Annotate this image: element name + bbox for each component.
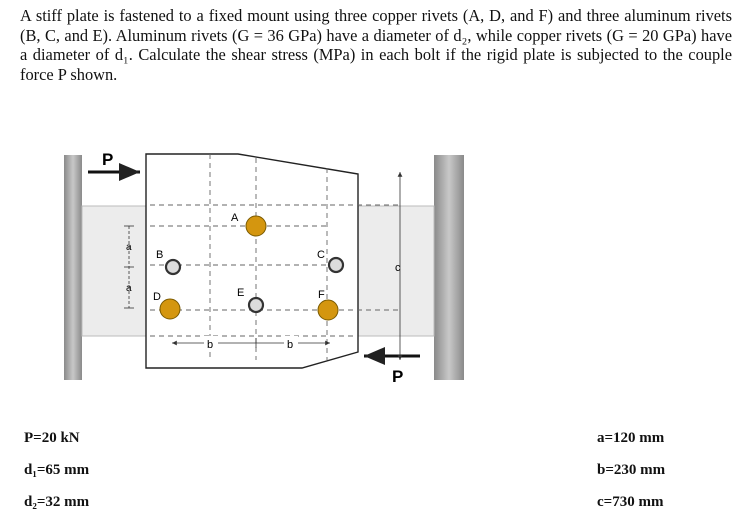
given-a: a=120 mm [597, 430, 665, 446]
rivet-B [166, 260, 180, 274]
given-b: b=230 mm [597, 462, 666, 478]
given-P: P=20 kN [24, 430, 80, 446]
force-top-label: P [102, 150, 114, 169]
rivet-label-F: F [318, 289, 325, 301]
rivet-label-D: D [153, 291, 161, 303]
rivet-C [329, 258, 343, 272]
rivet-D [160, 299, 180, 319]
rivet-label-A: A [231, 212, 239, 224]
dimension-a-upper-label: a [126, 242, 132, 253]
dimension-b-right-label: b [287, 339, 294, 351]
given-c: c=730 mm [597, 494, 664, 510]
force-bottom-label: P [392, 367, 404, 386]
dimension-a-lower-label: a [126, 283, 132, 294]
rivet-label-E: E [237, 287, 245, 299]
problem-statement: A stiff plate is fastened to a fixed mount using three copper rivets (A, D, and F) and three aluminum rivets (B, C, and E). Aluminum rivets (G = 36 GPa) have a diameter of d₂, while copper rivets (G = 20 GPa) have a diameter of d₁. Calculate the shear stress (MPa) in each bolt if the rigid plate is subjected to the couple force P shown. [20, 6, 732, 84]
rivet-A [246, 216, 266, 236]
rivet-F [318, 300, 338, 320]
rivet-label-C: C [317, 249, 325, 261]
rivet-E [249, 298, 263, 312]
rivet-plate-diagram [0, 128, 750, 398]
mount-right-column [434, 155, 464, 380]
rivet-label-B: B [156, 249, 164, 261]
given-d2: d₂=32 mm [24, 494, 90, 510]
dimension-c-label: c [395, 262, 401, 274]
mount-left-column [64, 155, 82, 380]
dimension-b-left-label: b [207, 339, 214, 351]
given-d1: d₁=65 mm [24, 462, 90, 478]
